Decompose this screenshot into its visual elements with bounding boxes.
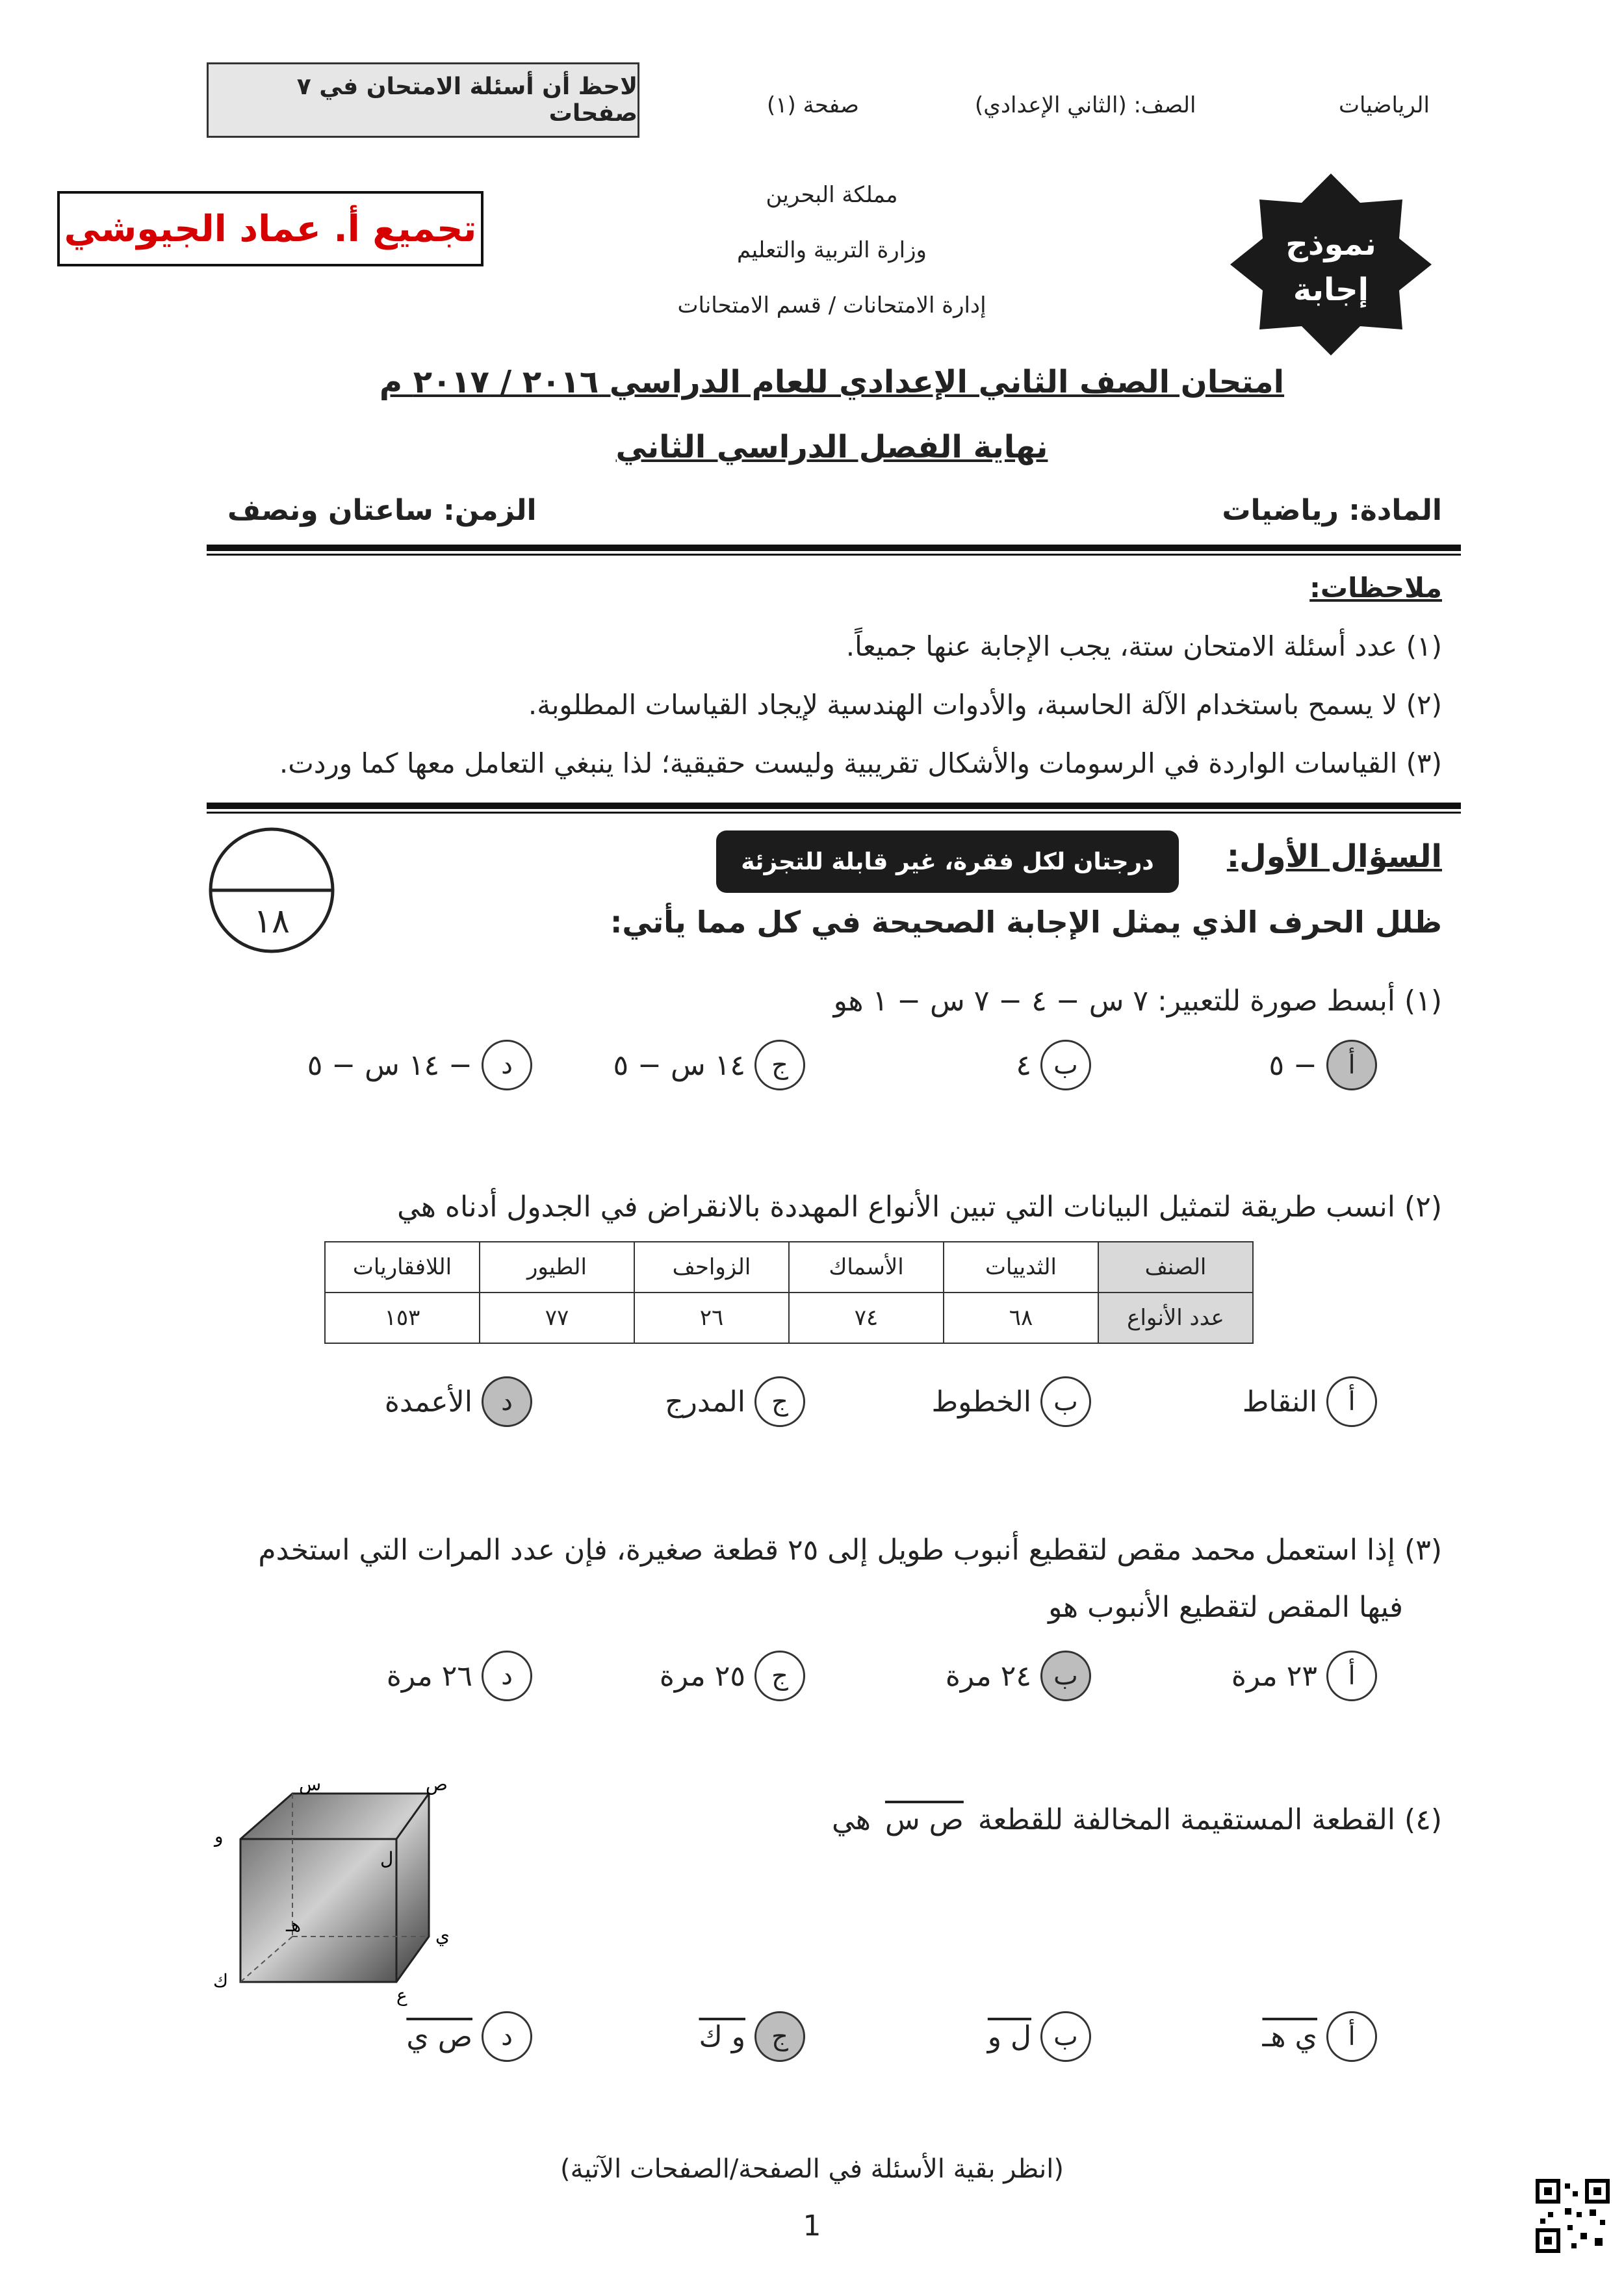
item-2-option-b[interactable] — [931, 1376, 1091, 1427]
cube-label-w: و — [214, 1825, 224, 1847]
option-text: ل و — [987, 2020, 1031, 2053]
table-cell: الزواحف — [634, 1242, 789, 1293]
table-cell: ٧٧ — [480, 1293, 634, 1343]
option-text: ي هـ — [1262, 2020, 1317, 2053]
ministry-line1: مملكة البحرين — [766, 182, 898, 208]
table-header-row — [325, 1242, 1253, 1293]
option-text: و ك — [699, 2020, 745, 2053]
item-2-option-c[interactable] — [665, 1376, 805, 1427]
page-number: 1 — [803, 2209, 821, 2243]
option-bubble[interactable]: د — [482, 1376, 532, 1427]
cube-label-y: ي — [435, 1925, 450, 1946]
item-1-option-b[interactable] — [1016, 1040, 1091, 1090]
badge-line1: نموذج — [1285, 226, 1376, 263]
grade-label: الصف: (الثاني الإعدادي) — [975, 92, 1196, 118]
ministry-line3: إدارة الامتحانات / قسم الامتحانات — [677, 292, 986, 318]
compiler-credit: تجميع أ. عماد الجيوشي — [57, 191, 483, 266]
divider-thick-2 — [207, 803, 1461, 809]
cube-label-h: هـ — [286, 1914, 301, 1936]
continue-note: (انظر بقية الأسئلة في الصفحة/الصفحات الآتية) — [560, 2154, 1064, 2184]
item-2-option-d[interactable] — [385, 1376, 532, 1427]
badge-line2: إجابة — [1293, 272, 1369, 308]
option-text: ٢٤ مرة — [945, 1659, 1031, 1693]
option-text: − ١٤ س − ٥ — [307, 1048, 472, 1082]
item-3-text-2: فيها المقص لتقطيع الأنبوب هو — [1048, 1591, 1403, 1624]
cube-figure — [201, 1781, 461, 2008]
item-3-option-b[interactable] — [946, 1651, 1091, 1701]
cube-label-l: ل — [380, 1848, 394, 1870]
score-value: ١٨ — [253, 902, 290, 941]
item-4-option-a[interactable] — [1262, 2011, 1377, 2062]
grading-banner: درجتان لكل فقرة، غير قابلة للتجزئة — [716, 830, 1179, 893]
item-3-option-d[interactable] — [387, 1651, 532, 1701]
option-text: الخطوط — [931, 1385, 1031, 1419]
exam-subtitle: نهاية الفصل الدراسي الثاني — [615, 429, 1048, 465]
cube-label-p: ص — [426, 1781, 448, 1795]
item-4-option-c[interactable] — [699, 2011, 806, 2062]
item-2-option-a[interactable] — [1243, 1376, 1377, 1427]
option-text: ٤ — [1016, 1048, 1031, 1082]
table-row — [325, 1293, 1253, 1343]
item-3-option-a[interactable] — [1231, 1651, 1377, 1701]
option-bubble[interactable]: أ — [1326, 1651, 1377, 1701]
cube-label-a: ع — [396, 1985, 407, 2006]
option-bubble[interactable]: ب — [1040, 1651, 1091, 1701]
notes-heading: ملاحظات: — [1309, 572, 1442, 604]
item-3-text: (٣) إذا استعمل محمد مقص لتقطيع أنبوب طويل إلى ٢٥ قطعة صغيرة، فإن عدد المرات التي استخدم — [258, 1534, 1442, 1567]
item-2-text: (٢) انسب طريقة لتمثيل البيانات التي تبين الأنواع المهددة بالانقراض في الجدول أدناه هي — [397, 1190, 1442, 1224]
option-bubble[interactable]: أ — [1326, 2011, 1377, 2062]
option-bubble[interactable]: ب — [1040, 1376, 1091, 1427]
option-text: ٢٣ مرة — [1231, 1659, 1317, 1693]
table-cell: عدد الأنواع — [1098, 1293, 1253, 1343]
item-4-option-b[interactable] — [988, 2011, 1091, 2062]
species-table — [324, 1241, 1254, 1344]
score-circle — [207, 825, 337, 955]
option-bubble[interactable]: أ — [1326, 1040, 1377, 1090]
item-3-option-c[interactable] — [660, 1651, 805, 1701]
item-4-lead: (٤) القطعة المستقيمة المخالفة للقطعة — [977, 1803, 1442, 1836]
option-text: الأعمدة — [384, 1385, 472, 1419]
item-4-tail: هي — [832, 1803, 871, 1836]
option-bubble[interactable]: ب — [1040, 1040, 1091, 1090]
item-4-option-d[interactable] — [406, 2011, 532, 2062]
table-cell: الطيور — [480, 1242, 634, 1293]
option-bubble[interactable]: أ — [1326, 1376, 1377, 1427]
option-text: − ٥ — [1269, 1048, 1317, 1082]
option-bubble[interactable]: ج — [754, 1376, 805, 1427]
option-text: ٢٥ مرة — [659, 1659, 745, 1693]
table-cell: الصنف — [1098, 1242, 1253, 1293]
divider-thick — [207, 545, 1461, 551]
subject-tag: الرياضيات — [1339, 92, 1430, 118]
question-1-instruction: ظلل الحرف الذي يمثل الإجابة الصحيحة في كل مما يأتي: — [610, 905, 1442, 940]
option-text: ٢٦ مرة — [386, 1659, 472, 1693]
qr-code-icon — [1535, 2178, 1610, 2254]
question-1-title: السؤال الأول: — [1226, 838, 1442, 875]
table-cell: ١٥٣ — [325, 1293, 480, 1343]
option-text: المدرج — [665, 1385, 745, 1419]
divider-thin-2 — [207, 812, 1461, 814]
cube-label-s: س — [299, 1781, 322, 1795]
note-3: (٣) القياسات الواردة في الرسومات والأشكال تقريبية وليست حقيقية؛ لذا ينبغي التعامل معها كما وردت. — [279, 747, 1442, 779]
divider-thin — [207, 554, 1461, 556]
exam-title: امتحان الصف الثاني الإعدادي للعام الدراسي ٢٠١٦ / ٢٠١٧ م — [379, 364, 1285, 400]
item-1-option-a[interactable] — [1269, 1040, 1378, 1090]
table-cell: الثدييات — [944, 1242, 1098, 1293]
option-bubble[interactable]: ب — [1040, 2011, 1091, 2062]
item-1-option-d[interactable] — [307, 1040, 532, 1090]
item-4-text — [832, 1803, 1442, 1836]
option-bubble[interactable]: د — [482, 1040, 532, 1090]
cube-label-k: ك — [213, 1970, 229, 1992]
answer-model-badge — [1227, 170, 1435, 359]
note-1: (١) عدد أسئلة الامتحان ستة، يجب الإجابة عنها جميعاً. — [845, 630, 1442, 662]
segment-label: ص س — [884, 1803, 964, 1836]
option-bubble[interactable]: د — [482, 2011, 532, 2062]
option-text: ١٤ س − ٥ — [613, 1048, 745, 1082]
option-text: النقاط — [1242, 1385, 1317, 1419]
option-bubble[interactable]: ج — [754, 2011, 805, 2062]
ministry-line2: وزارة التربية والتعليم — [737, 237, 927, 263]
option-bubble[interactable]: ج — [754, 1651, 805, 1701]
time-field: الزمن: ساعتان ونصف — [227, 494, 537, 527]
option-bubble[interactable]: د — [482, 1651, 532, 1701]
option-bubble[interactable]: ج — [754, 1040, 805, 1090]
item-1-option-c[interactable] — [613, 1040, 805, 1090]
note-2: (٢) لا يسمح باستخدام الآلة الحاسبة، والأدوات الهندسية لإيجاد القياسات المطلوبة. — [528, 689, 1442, 721]
table-cell: ٢٦ — [634, 1293, 789, 1343]
pages-notice: لاحظ أن أسئلة الامتحان في ٧ صفحات — [207, 62, 639, 138]
table-cell: ٧٤ — [789, 1293, 944, 1343]
option-text: ص ي — [406, 2020, 472, 2053]
item-1-text: (١) أبسط صورة للتعبير: ٧ س − ٤ − ٧ س − ١ هو — [833, 984, 1442, 1018]
table-cell: ٦٨ — [944, 1293, 1098, 1343]
table-cell: الأسماك — [789, 1242, 944, 1293]
subject-field: المادة: رياضيات — [1222, 494, 1442, 527]
table-cell: اللافقاريات — [325, 1242, 480, 1293]
page-label: صفحة (١) — [767, 92, 859, 118]
